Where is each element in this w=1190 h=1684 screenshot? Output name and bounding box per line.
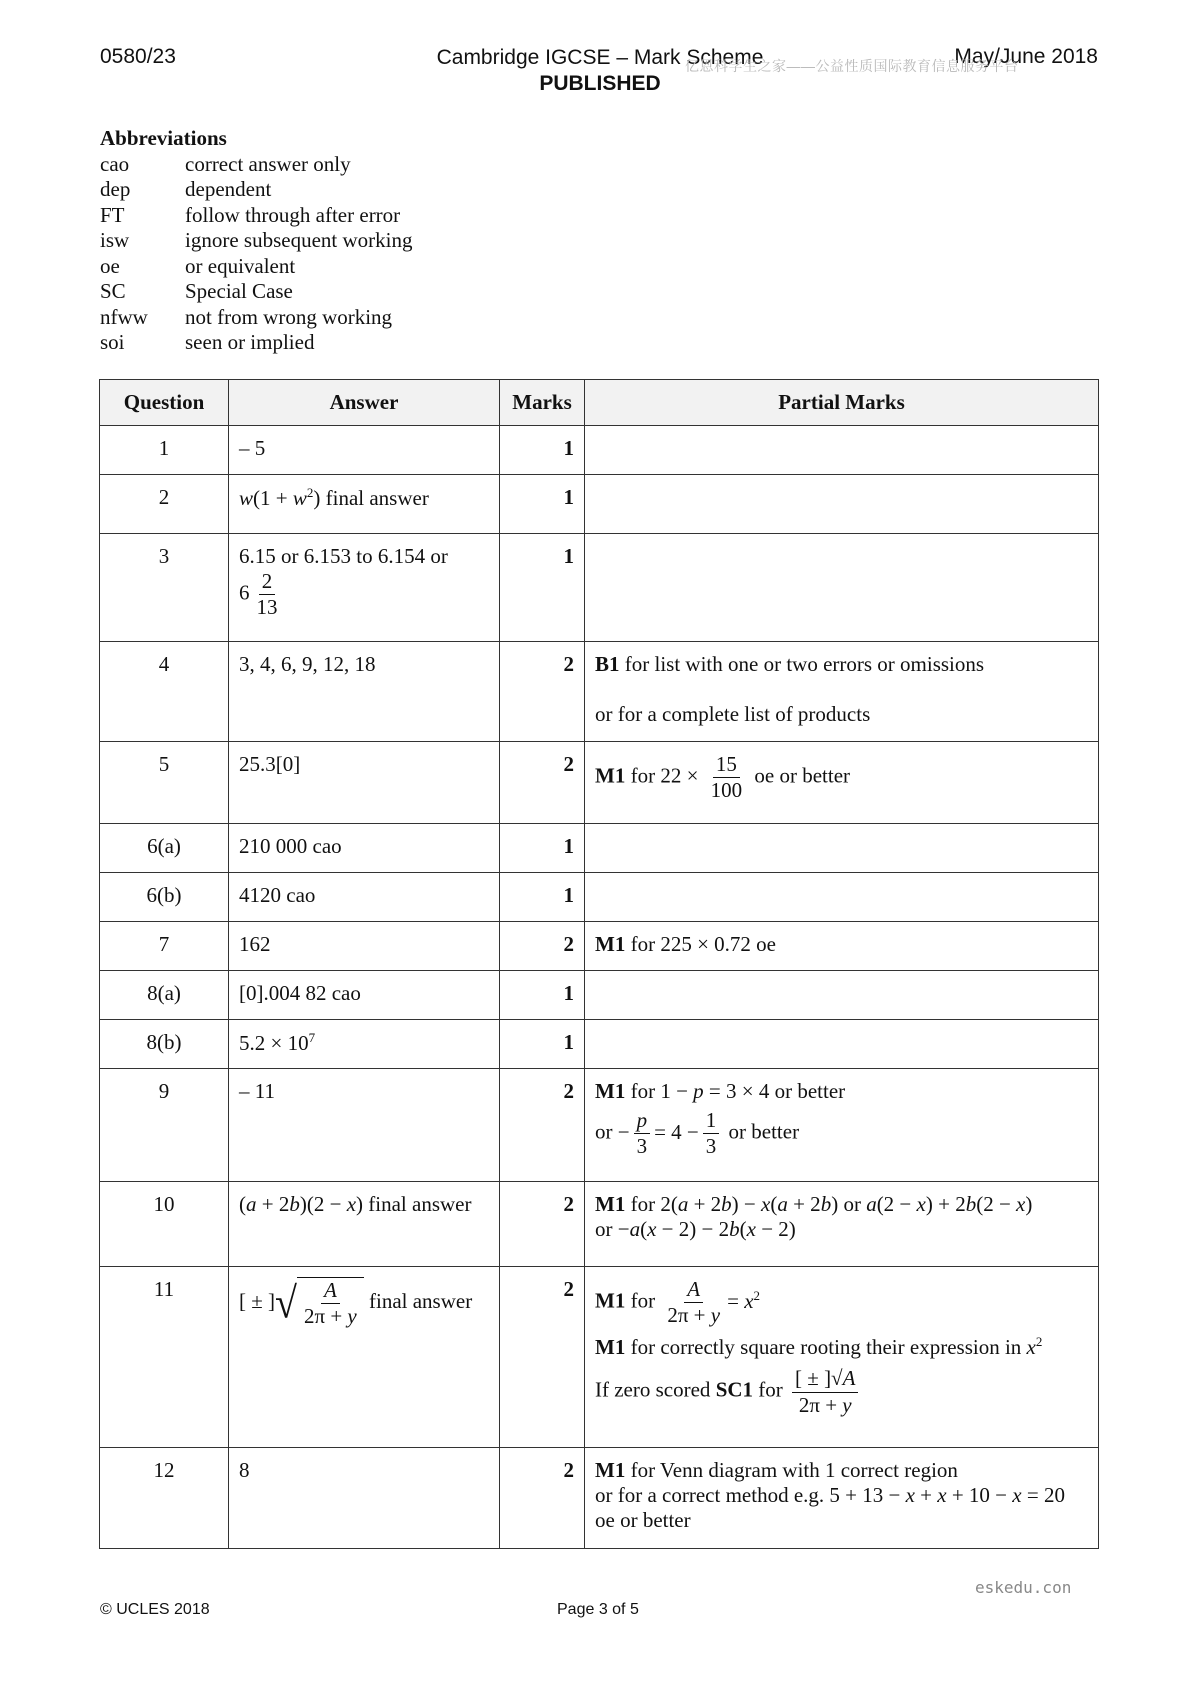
- partial-text: If zero scored: [595, 1377, 711, 1402]
- abbr-code: SC: [100, 279, 126, 303]
- answer-expression: (a + 2b)(2 − x): [239, 1192, 364, 1216]
- partial-marks-cell: [585, 971, 1099, 1020]
- partial-text: or better: [728, 1119, 800, 1144]
- table-row: [100, 1020, 1099, 1069]
- column-header-answer: Answer: [229, 380, 500, 426]
- question-number: 8(b): [100, 1020, 229, 1069]
- abbr-code: nfww: [100, 304, 148, 329]
- abbr-meaning: follow through after error: [185, 202, 401, 227]
- abbreviation-item: [100, 152, 412, 178]
- question-number: 10: [100, 1182, 229, 1267]
- site-watermark: eskedu.con: [975, 1578, 1072, 1597]
- mark-code: M1: [595, 1079, 626, 1103]
- marks-cell: 2: [500, 1069, 585, 1182]
- partial-text: or for a complete list of products: [595, 702, 871, 726]
- answer-expression: $w(1 + w^2)$: [239, 485, 321, 510]
- partial-marks-cell: [585, 534, 1099, 642]
- question-number: 7: [100, 922, 229, 971]
- table-row: [100, 475, 1099, 534]
- partial-text: or: [595, 1217, 613, 1241]
- table-row: [100, 971, 1099, 1020]
- mixed-number: [239, 569, 489, 620]
- partial-text: for: [630, 1288, 656, 1313]
- abbreviation-item: [100, 203, 412, 229]
- fraction-numerator: 15: [713, 752, 740, 778]
- question-number: 11: [100, 1267, 229, 1448]
- question-number: 12: [100, 1448, 229, 1549]
- math-expression: a(2 − x) + 2b(2 − x): [866, 1192, 1033, 1216]
- partial-marks-cell: [585, 922, 1099, 971]
- partial-text: or for a correct method e.g.: [595, 1483, 825, 1507]
- question-number: 1: [100, 426, 229, 475]
- mark-code: M1: [595, 1192, 626, 1216]
- abbr-code: cao: [100, 151, 130, 176]
- abbreviation-item: [100, 305, 412, 331]
- abbr-meaning: ignore subsequent working: [185, 228, 413, 252]
- partial-text: or: [843, 1192, 861, 1216]
- answer-cell: 3, 4, 6, 9, 12, 18: [229, 642, 500, 742]
- mixed-whole: 6: [239, 580, 250, 605]
- abbr-meaning: seen or implied: [185, 330, 315, 354]
- mark-code: SC1: [715, 1377, 754, 1402]
- question-number: 8(a): [100, 971, 229, 1020]
- mark-code: M1: [595, 1458, 626, 1482]
- partial-text: for 22 ×: [630, 763, 699, 788]
- answer-cell: [0].004 82 cao: [229, 971, 500, 1020]
- exponent: 7: [308, 1030, 316, 1045]
- page-number: Page 3 of 5: [557, 1601, 639, 1618]
- marks-cell: 2: [500, 1267, 585, 1448]
- abbr-meaning: or equivalent: [185, 253, 296, 278]
- abbr-code: oe: [100, 253, 120, 278]
- marks-cell: 2: [500, 922, 585, 971]
- marks-cell: 1: [500, 426, 585, 475]
- mark-code: M1: [595, 1288, 626, 1313]
- fraction-denominator: 13: [256, 595, 278, 620]
- answer-suffix: final answer: [369, 1289, 473, 1313]
- partial-text: for: [630, 1192, 656, 1216]
- partial-marks-cell: [585, 1182, 1099, 1267]
- mark-scheme-table: [99, 379, 1099, 1549]
- answer-cell: 25.3[0]: [229, 742, 500, 824]
- table-row: [100, 534, 1099, 642]
- mark-code: M1: [595, 763, 626, 788]
- mark-code: B1: [595, 652, 620, 676]
- partial-text: for list with one or two errors or omissions: [624, 652, 985, 676]
- partial-marks-cell: [585, 824, 1099, 873]
- math-expression: $\frac{A}{2\pi + y}$ = $x^2$: [667, 1277, 761, 1328]
- marks-cell: 1: [500, 475, 585, 534]
- math-expression: $\frac{[ \pm ]√A}{2\pi + y}$: [788, 1378, 862, 1402]
- table-header-row: [100, 380, 1099, 426]
- session-label: May/June 2018: [954, 45, 1098, 68]
- abbr-meaning: dependent: [185, 177, 272, 201]
- partial-text: for Venn diagram with 1 correct region: [630, 1458, 958, 1482]
- table-row: [100, 742, 1099, 824]
- marks-cell: 1: [500, 824, 585, 873]
- answer-cell: [229, 1020, 500, 1069]
- table-row: [100, 1069, 1099, 1182]
- question-number: 3: [100, 534, 229, 642]
- partial-marks-cell: [585, 742, 1099, 824]
- fraction-numerator: 2: [259, 569, 276, 595]
- marks-cell: 2: [500, 742, 585, 824]
- abbreviations-section: [100, 126, 412, 356]
- abbr-code: isw: [100, 228, 130, 252]
- partial-text: for correctly square rooting their expression in: [630, 1335, 1022, 1360]
- partial-text: oe or better: [595, 1508, 691, 1532]
- answer-text: 5.2 × 10: [239, 1031, 309, 1055]
- question-number: 5: [100, 742, 229, 824]
- math-expression: 5 + 13 − x + x + 10 − x = 20: [829, 1483, 1065, 1507]
- partial-marks-cell: [585, 1020, 1099, 1069]
- answer-text: 6.15 or 6.153 to 6.154 or: [239, 544, 448, 568]
- partial-text: for: [630, 1079, 656, 1103]
- abbr-meaning: correct answer only: [185, 151, 351, 176]
- partial-text: or: [595, 1119, 613, 1144]
- table-row: [100, 642, 1099, 742]
- marks-cell: 1: [500, 971, 585, 1020]
- partial-marks-cell: [585, 873, 1099, 922]
- question-number: 9: [100, 1069, 229, 1182]
- abbr-code: FT: [100, 202, 125, 227]
- partial-text: or better: [774, 1079, 846, 1103]
- answer-suffix: final answer: [368, 1192, 472, 1216]
- math-expression: 1 − p = 3 × 4: [660, 1079, 770, 1103]
- column-header-question: Question: [100, 380, 229, 426]
- answer-cell: [229, 1182, 500, 1267]
- marks-cell: 2: [500, 1448, 585, 1549]
- answer-cell: 8: [229, 1448, 500, 1549]
- title-text: Cambridge IGCSE – Mark Scheme: [436, 46, 764, 69]
- math-expression: − $\frac{p}{3}$ = 4 − $\frac{1}{3}$: [618, 1120, 724, 1144]
- answer-cell: [229, 1267, 500, 1448]
- answer-cell: 162: [229, 922, 500, 971]
- marks-cell: 2: [500, 1182, 585, 1267]
- mark-code: M1: [595, 1335, 626, 1360]
- column-header-marks: Marks: [500, 380, 585, 426]
- answer-cell: – 11: [229, 1069, 500, 1182]
- answer-cell: [229, 475, 500, 534]
- question-number: 2: [100, 475, 229, 534]
- abbr-code: soi: [100, 330, 125, 354]
- copyright: © UCLES 2018: [100, 1601, 210, 1618]
- partial-marks-cell: [585, 1448, 1099, 1549]
- marks-cell: 1: [500, 1020, 585, 1069]
- abbreviations-heading: Abbreviations: [100, 126, 227, 150]
- partial-marks-cell: [585, 426, 1099, 475]
- marks-cell: 2: [500, 642, 585, 742]
- answer-cell: – 5: [229, 426, 500, 475]
- published-label: PUBLISHED: [539, 72, 661, 95]
- paper-code: 0580/23: [100, 45, 176, 68]
- question-number: 6(a): [100, 824, 229, 873]
- partial-marks-cell: [585, 642, 1099, 742]
- table-row: [100, 1267, 1099, 1448]
- marks-cell: 1: [500, 534, 585, 642]
- mark-code: M1: [595, 932, 626, 956]
- table-row: [100, 1448, 1099, 1549]
- partial-marks-cell: [585, 1069, 1099, 1182]
- abbr-code: dep: [100, 177, 131, 201]
- math-expression: 2(a + 2b) − x(a + 2b): [660, 1192, 839, 1216]
- table-row: [100, 1182, 1099, 1267]
- question-number: 4: [100, 642, 229, 742]
- abbreviation-item: [100, 330, 412, 356]
- watermark: 亿恩科学生之家——公益性质国际教育信息服务平台: [685, 58, 1019, 74]
- answer-cell: 210 000 cao: [229, 824, 500, 873]
- partial-text: for 225 × 0.72 oe: [630, 932, 776, 956]
- math-expression: $x^2$: [1026, 1334, 1043, 1360]
- table-row: [100, 824, 1099, 873]
- math-expression: −a(x − 2) − 2b(x − 2): [617, 1217, 796, 1241]
- partial-marks-cell: [585, 475, 1099, 534]
- table-row: [100, 922, 1099, 971]
- question-number: 6(b): [100, 873, 229, 922]
- column-header-partial-marks: Partial Marks: [585, 380, 1099, 426]
- partial-marks-cell: [585, 1267, 1099, 1448]
- abbr-meaning: not from wrong working: [185, 304, 393, 329]
- marks-cell: 1: [500, 873, 585, 922]
- table-row: [100, 426, 1099, 475]
- abbreviation-item: [100, 177, 412, 203]
- answer-cell: 4120 cao: [229, 873, 500, 922]
- fraction-denominator: 100: [710, 778, 743, 803]
- answer-expression: [ ± ] √ $\frac{A}{2\pi + y}$: [239, 1289, 364, 1313]
- abbreviation-item: [100, 279, 412, 305]
- abbr-meaning: Special Case: [185, 279, 293, 303]
- abbreviation-item: [100, 254, 412, 280]
- answer-cell: [229, 534, 500, 642]
- table-row: [100, 873, 1099, 922]
- partial-text: oe or better: [754, 763, 851, 788]
- partial-text: for: [758, 1377, 783, 1402]
- answer-suffix: final answer: [325, 486, 429, 510]
- abbreviation-item: [100, 228, 412, 254]
